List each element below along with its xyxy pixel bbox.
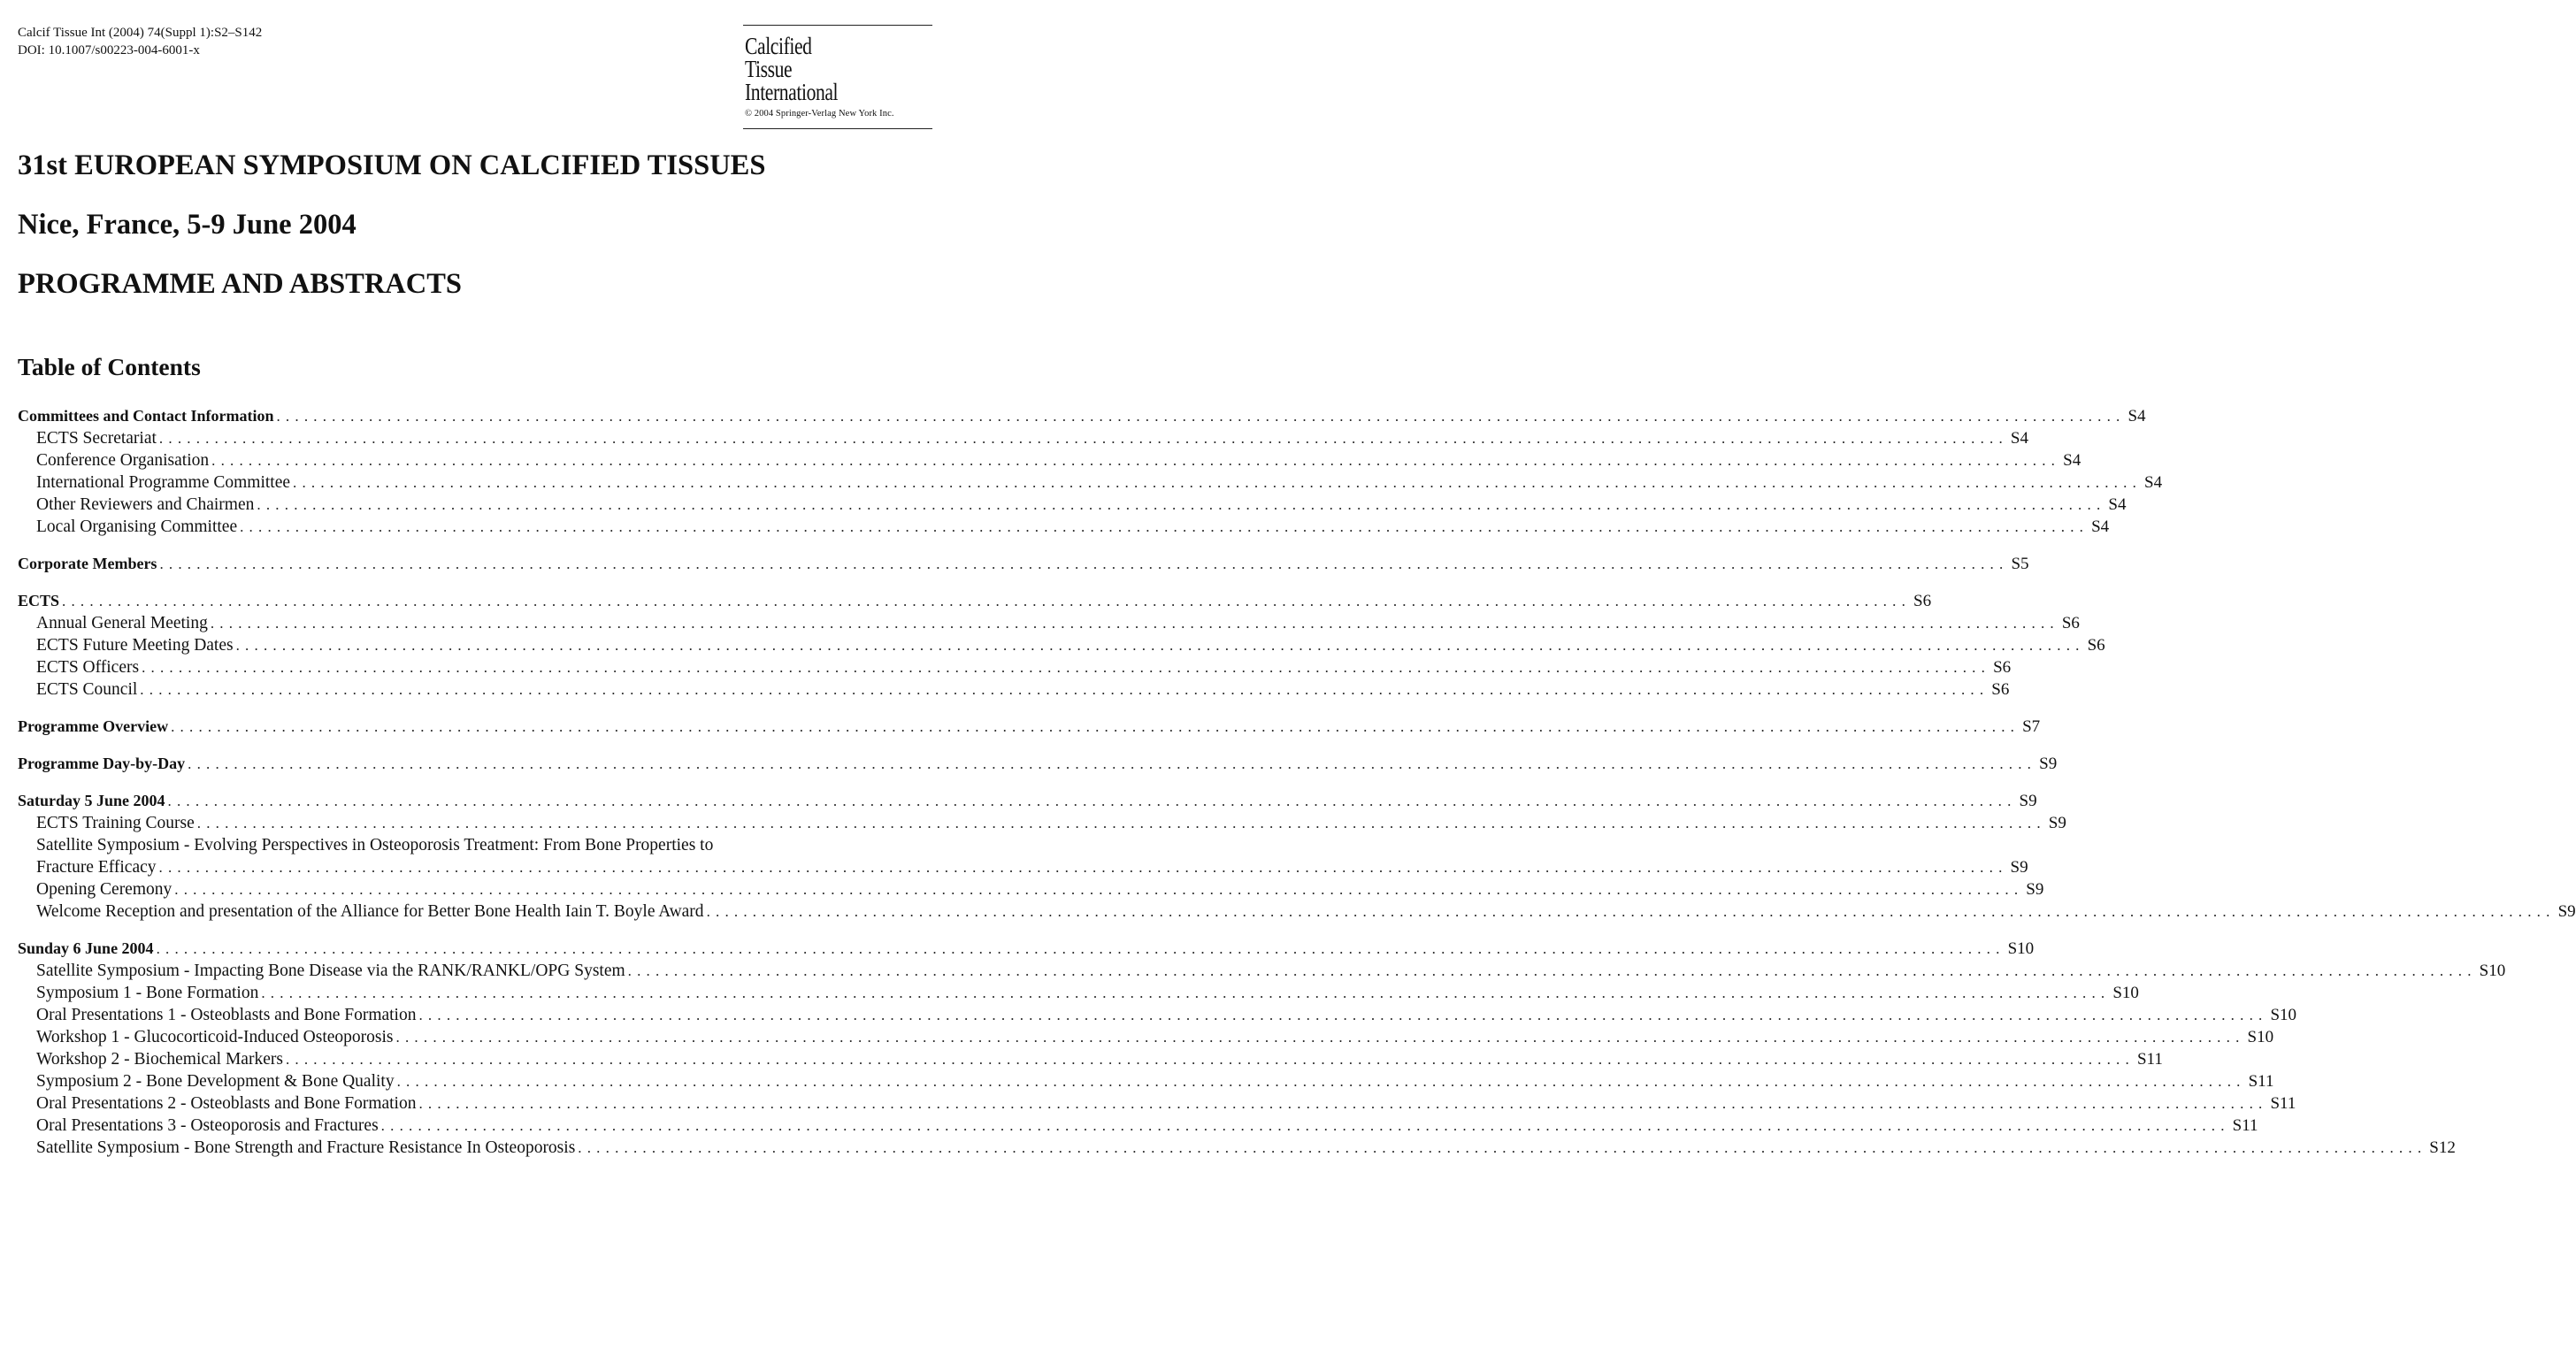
table-of-contents <box>18 405 2576 1159</box>
toc-entry[interactable] <box>18 678 2010 701</box>
toc-leader-dots: ........................................................................................................................................................................................................ <box>276 408 2126 425</box>
toc-entry[interactable] <box>18 878 2044 900</box>
toc-entry-page: S4 <box>2063 451 2082 470</box>
citation-line: Calcif Tissue Int (2004) 74(Suppl 1):S2–S142 <box>18 26 263 40</box>
toc-leader-dots: ........................................................................................................................................................................................................ <box>210 615 2059 632</box>
toc-entry[interactable] <box>18 1070 2274 1092</box>
toc-leader-dots: ........................................................................................................................................................................................................ <box>167 793 2017 809</box>
toc-entry-page: S10 <box>2247 1028 2274 1046</box>
toc-entry-page: S9 <box>2026 880 2044 899</box>
logo-word-international: International <box>745 79 839 105</box>
logo-copyright: © 2004 Springer-Verlag New York Inc. <box>745 109 894 119</box>
toc-entry[interactable] <box>18 790 2037 812</box>
journal-logo <box>743 25 932 129</box>
toc-entry[interactable] <box>18 612 2080 634</box>
toc-entry-label: Oral Presentations 2 - Osteoblasts and Bone Formation <box>36 1094 417 1113</box>
toc-entry-label: Satellite Symposium - Bone Strength and Fracture Resistance In Osteoporosis <box>36 1138 576 1157</box>
toc-entry-label: Oral Presentations 1 - Osteoblasts and Bone Formation <box>36 1006 417 1024</box>
toc-leader-dots: ........................................................................................................................................................................................................ <box>171 718 2020 735</box>
toc-entry[interactable] <box>18 753 2058 775</box>
toc-entry-label: Workshop 2 - Biochemical Markers <box>36 1050 283 1069</box>
toc-entry-page: S6 <box>1991 680 2010 699</box>
toc-entry-page: S9 <box>2019 792 2037 810</box>
toc-entry-label: Symposium 2 - Bone Development & Bone Quality <box>36 1072 395 1091</box>
toc-entry[interactable] <box>18 656 2012 678</box>
toc-entry[interactable] <box>18 834 932 856</box>
toc-entry-label: Satellite Symposium - Impacting Bone Disease via the RANK/RANKL/OPG System <box>36 962 625 980</box>
toc-entry-label: Symposium 1 - Bone Formation <box>36 984 259 1002</box>
toc-entry[interactable] <box>18 938 2035 960</box>
toc-entry-label: ECTS Secretariat <box>36 429 157 448</box>
toc-entry-page: S9 <box>2557 902 2576 921</box>
toc-leader-dots: ........................................................................................................................................................................................................ <box>380 1117 2230 1134</box>
toc-entry[interactable] <box>18 1092 2296 1115</box>
toc-entry-label: Satellite Symposium - Evolving Perspectives in Osteoporosis Treatment: From Bone Properties to <box>36 836 714 854</box>
toc-leader-dots: ........................................................................................................................................................................................................ <box>62 593 1912 609</box>
toc-entry-page: S4 <box>2108 495 2127 514</box>
toc-entry[interactable] <box>18 427 2028 449</box>
toc-entry-page: S10 <box>2112 984 2139 1002</box>
programme-title: PROGRAMME AND ABSTRACTS <box>18 268 462 300</box>
toc-entry[interactable] <box>18 1137 2456 1159</box>
toc-entry-label: ECTS Officers <box>36 658 140 677</box>
toc-leader-dots: ........................................................................................................................................................................................................ <box>159 556 2009 572</box>
toc-leader-dots: ........................................................................................................................................................................................................ <box>257 496 2106 513</box>
toc-entry[interactable] <box>18 1115 2258 1137</box>
toc-leader-dots: ........................................................................................................................................................................................................ <box>158 859 2008 876</box>
toc-leader-dots: ........................................................................................................................................................................................................ <box>188 755 2037 772</box>
toc-entry[interactable] <box>18 960 2506 982</box>
toc-entry-page: S6 <box>2087 636 2105 655</box>
toc-entry[interactable] <box>18 1048 2163 1070</box>
toc-leader-dots: ........................................................................................................................................................................................................ <box>261 985 2111 1001</box>
toc-entry[interactable] <box>18 590 1932 612</box>
toc-entry-page: S11 <box>2136 1050 2163 1069</box>
toc-leader-dots: ........................................................................................................................................................................................................ <box>140 681 1990 698</box>
toc-entry-page: S6 <box>1993 658 2012 677</box>
toc-entry-label: Sunday 6 June 2004 <box>18 939 154 957</box>
toc-entry-label: Oral Presentations 3 - Osteoporosis and Fractures <box>36 1116 379 1135</box>
toc-entry[interactable] <box>18 812 2066 834</box>
toc-entry-label: Conference Organisation <box>36 451 210 470</box>
toc-entry-page: S6 <box>1913 592 1932 610</box>
toc-entry-label: Programme Day-by-Day <box>18 755 186 772</box>
toc-entry-page: S6 <box>2061 614 2080 632</box>
toc-entry[interactable] <box>18 634 2105 656</box>
toc-leader-dots: ........................................................................................................................................................................................................ <box>395 1029 2245 1046</box>
toc-leader-dots: ........................................................................................................................................................................................................ <box>578 1139 2427 1156</box>
toc-entry-label: Committees and Contact Information <box>18 407 274 425</box>
toc-entry-page: S9 <box>2010 858 2028 877</box>
toc-entry-page: S7 <box>2022 717 2041 736</box>
toc-entry-label: ECTS <box>18 592 60 609</box>
toc-entry-page: S4 <box>2128 407 2146 425</box>
toc-entry-label: ECTS Future Meeting Dates <box>36 636 234 655</box>
toc-leader-dots: ........................................................................................................................................................................................................ <box>627 962 2477 979</box>
toc-leader-dots: ........................................................................................................................................................................................................ <box>706 903 2556 920</box>
toc-entry-page: S4 <box>2144 473 2163 492</box>
toc-leader-dots: ........................................................................................................................................................................................................ <box>196 815 2046 831</box>
toc-entry-page: S9 <box>2048 814 2066 832</box>
toc-entry[interactable] <box>18 856 2028 878</box>
toc-entry-label: Opening Ceremony <box>36 880 172 899</box>
toc-entry-page: S11 <box>2232 1116 2258 1135</box>
toc-entry-label: Fracture Efficacy <box>36 858 157 877</box>
toc-leader-dots: ........................................................................................................................................................................................................ <box>174 881 2024 898</box>
toc-entry-label: Programme Overview <box>18 717 169 735</box>
toc-entry-page: S11 <box>2248 1072 2274 1091</box>
toc-entry-page: S5 <box>2011 555 2029 573</box>
toc-entry-label: Annual General Meeting <box>36 614 208 632</box>
toc-entry[interactable] <box>18 553 2029 575</box>
toc-entry[interactable] <box>18 1004 2297 1026</box>
toc-entry-page: S4 <box>2010 429 2028 448</box>
toc-leader-dots: ........................................................................................................................................................................................................ <box>156 940 2005 957</box>
toc-entry[interactable] <box>18 1026 2274 1048</box>
toc-leader-dots: ........................................................................................................................................................................................................ <box>158 430 2008 447</box>
toc-heading: Table of Contents <box>18 353 201 380</box>
toc-entry[interactable] <box>18 900 2576 923</box>
toc-entry-page: S10 <box>2479 962 2506 980</box>
toc-leader-dots: ........................................................................................................................................................................................................ <box>396 1073 2246 1090</box>
toc-entry-label: International Programme Committee <box>36 473 291 492</box>
toc-leader-dots: ........................................................................................................................................................................................................ <box>285 1051 2135 1068</box>
toc-entry[interactable] <box>18 716 2041 738</box>
toc-leader-dots: ........................................................................................................................................................................................................ <box>293 474 2143 491</box>
toc-entry-page: S12 <box>2429 1138 2456 1157</box>
toc-entry-label: Corporate Members <box>18 555 157 572</box>
location-title: Nice, France, 5-9 June 2004 <box>18 209 356 241</box>
doi-line: DOI: 10.1007/s00223-004-6001-x <box>18 43 200 57</box>
toc-entry[interactable] <box>18 494 2127 516</box>
toc-entry-label: Other Reviewers and Chairmen <box>36 495 255 514</box>
toc-leader-dots: ........................................................................................................................................................................................................ <box>142 659 1991 676</box>
toc-leader-dots: ........................................................................................................................................................................................................ <box>235 637 2085 654</box>
toc-leader-dots: ........................................................................................................................................................................................................ <box>211 452 2061 469</box>
toc-entry[interactable] <box>18 982 2139 1004</box>
toc-entry-label: Saturday 5 June 2004 <box>18 792 165 809</box>
toc-leader-dots: ........................................................................................................................................................................................................ <box>418 1007 2268 1023</box>
journal-citation <box>18 24 262 59</box>
toc-entry-label: ECTS Council <box>36 680 138 699</box>
toc-entry[interactable] <box>18 449 2082 471</box>
toc-entry[interactable] <box>18 405 2146 427</box>
toc-entry-label: Local Organising Committee <box>36 517 238 536</box>
toc-leader-dots: ........................................................................................................................................................................................................ <box>418 1095 2268 1112</box>
toc-entry-page: S9 <box>2039 755 2058 773</box>
toc-entry-label: Welcome Reception and presentation of the Alliance for Better Bone Health Iain T. Boyle Award <box>36 902 704 921</box>
toc-entry[interactable] <box>18 471 2163 494</box>
toc-entry-label: Workshop 1 - Glucocorticoid-Induced Osteoporosis <box>36 1028 394 1046</box>
logo-word-calcified: Calcified <box>745 33 812 59</box>
toc-entry-page: S11 <box>2270 1094 2296 1113</box>
toc-leader-dots: ........................................................................................................................................................................................................ <box>240 518 2089 535</box>
toc-entry[interactable] <box>18 516 2110 538</box>
logo-word-tissue: Tissue <box>745 56 793 82</box>
toc-entry-label: ECTS Training Course <box>36 814 195 832</box>
symposium-title: 31st EUROPEAN SYMPOSIUM ON CALCIFIED TISSUES <box>18 149 766 181</box>
toc-entry-page: S10 <box>2270 1006 2297 1024</box>
toc-entry-page: S10 <box>2007 939 2035 958</box>
toc-entry-page: S4 <box>2091 517 2110 536</box>
